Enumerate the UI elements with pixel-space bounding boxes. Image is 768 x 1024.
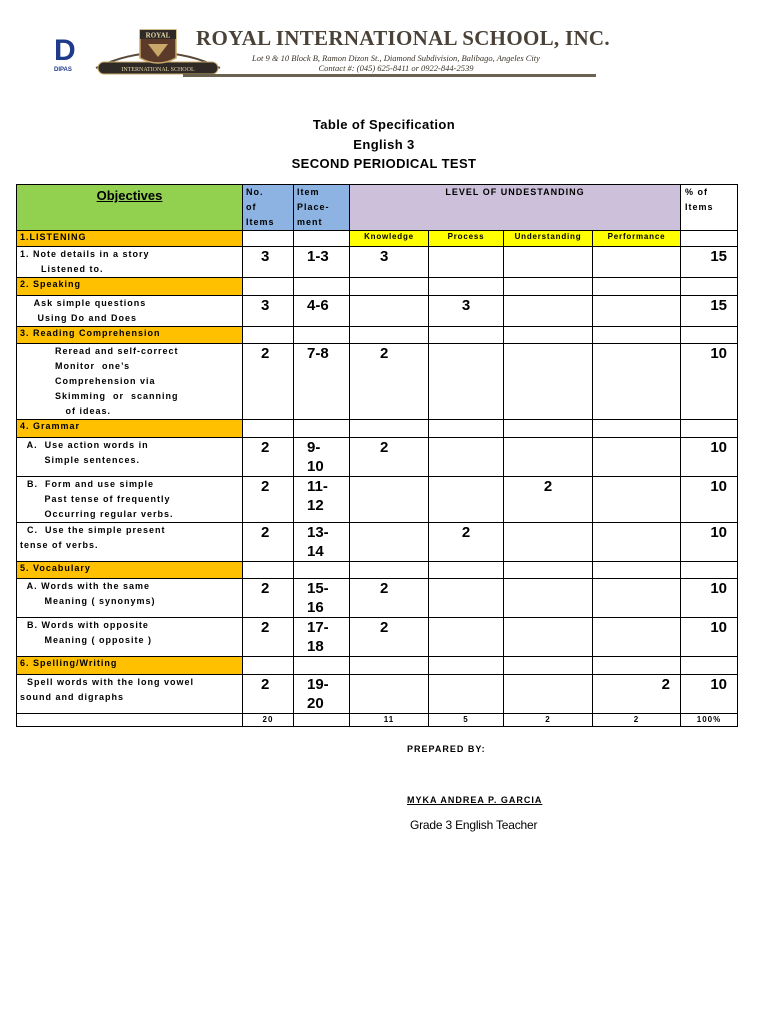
process-count: 3 (429, 296, 504, 327)
percent-value: 15 (681, 296, 738, 327)
prepared-by-label: PREPARED BY: (407, 744, 486, 754)
percent-header: % of Items (681, 185, 738, 231)
objectives-header: Objectives (17, 185, 243, 231)
understanding-count (504, 344, 593, 420)
section-row (17, 231, 738, 247)
empty-cell (350, 278, 429, 296)
empty-cell (681, 278, 738, 296)
knowledge-count: 2 (350, 344, 429, 420)
knowledge-count: 2 (350, 438, 429, 477)
understanding-count (504, 247, 593, 278)
items-count: 2 (243, 344, 294, 420)
percent-value: 10 (681, 523, 738, 562)
empty-cell (350, 562, 429, 579)
contact-line: Contact #: (045) 625-8411 or 0922-844-2539 (318, 63, 474, 73)
performance-count (593, 344, 681, 420)
total-items: 20 (243, 714, 294, 727)
objective-row (17, 579, 738, 618)
empty-cell (593, 657, 681, 675)
process-count (429, 675, 504, 714)
item-placement: 15- 16 (294, 579, 350, 618)
empty-cell (504, 657, 593, 675)
understanding-count (504, 296, 593, 327)
section-row (17, 657, 738, 675)
letterhead-rule (183, 74, 596, 77)
process-count (429, 247, 504, 278)
item-placement: 7-8 (294, 344, 350, 420)
objective-text: C. Use the simple present tense of verbs. (17, 523, 243, 562)
process-count (429, 477, 504, 523)
process-count: 2 (429, 523, 504, 562)
section-label: 4. Grammar (17, 420, 243, 438)
objective-text: B. Form and use simple Past tense of frequently Occurring regular verbs. (17, 477, 243, 523)
percent-value: 15 (681, 247, 738, 278)
objective-row (17, 523, 738, 562)
no-items-header: No. of Items (243, 185, 294, 231)
empty-cell (504, 278, 593, 296)
section-label: 1.LISTENING (17, 231, 243, 247)
performance-count (593, 477, 681, 523)
empty-cell (681, 231, 738, 247)
understanding-count (504, 523, 593, 562)
objective-row (17, 477, 738, 523)
total-knowledge: 11 (350, 714, 429, 727)
total-percent: 100% (681, 714, 738, 727)
section-row (17, 278, 738, 296)
seal-top-text: ROYAL (145, 31, 171, 40)
total-process: 5 (429, 714, 504, 727)
seal-bottom-text: INTERNATIONAL SCHOOL (121, 67, 195, 73)
empty-cell (294, 231, 350, 247)
empty-cell (681, 420, 738, 438)
knowledge-count: 2 (350, 579, 429, 618)
empty-cell (593, 420, 681, 438)
empty-cell (429, 657, 504, 675)
process-count (429, 618, 504, 657)
empty-cell (681, 327, 738, 344)
dipas-logo (52, 36, 82, 76)
item-placement: 17- 18 (294, 618, 350, 657)
empty-cell (681, 562, 738, 579)
empty-cell (17, 714, 243, 727)
performance-count (593, 296, 681, 327)
item-placement: 1-3 (294, 247, 350, 278)
empty-cell (504, 420, 593, 438)
items-count: 2 (243, 579, 294, 618)
empty-cell (593, 278, 681, 296)
section-label: 6. Spelling/Writing (17, 657, 243, 675)
process-count (429, 344, 504, 420)
knowledge-count (350, 523, 429, 562)
empty-cell (429, 562, 504, 579)
subject-title: English 3 (353, 137, 415, 152)
item-placement: 13- 14 (294, 523, 350, 562)
section-label: 5. Vocabulary (17, 562, 243, 579)
objective-text: Spell words with the long vowel sound and digraphs (17, 675, 243, 714)
empty-cell (294, 327, 350, 344)
percent-value: 10 (681, 438, 738, 477)
performance-count (593, 523, 681, 562)
empty-cell (294, 562, 350, 579)
address-line: Lot 9 & 10 Block B, Ramon Dizon St., Diamond Subdivision, Balibago, Angeles City (252, 53, 540, 63)
understanding-count (504, 579, 593, 618)
objective-row (17, 296, 738, 327)
objective-text: A. Use action words in Simple sentences. (17, 438, 243, 477)
empty-cell (593, 327, 681, 344)
level-label: Understanding (504, 231, 593, 247)
performance-count (593, 579, 681, 618)
objective-row (17, 675, 738, 714)
items-count: 2 (243, 477, 294, 523)
section-row (17, 562, 738, 579)
empty-cell (350, 657, 429, 675)
empty-cell (243, 327, 294, 344)
process-count (429, 579, 504, 618)
process-count (429, 438, 504, 477)
items-count: 3 (243, 247, 294, 278)
knowledge-count (350, 477, 429, 523)
percent-value: 10 (681, 675, 738, 714)
items-count: 2 (243, 675, 294, 714)
understanding-count (504, 438, 593, 477)
dipas-logo-caption: DIPAS (54, 67, 72, 73)
header-row (17, 185, 738, 231)
placement-header: Item Place- ment (294, 185, 350, 231)
level-header: LEVEL OF UNDESTANDING (350, 185, 681, 231)
percent-value: 10 (681, 618, 738, 657)
school-address (196, 53, 596, 73)
total-understanding: 2 (504, 714, 593, 727)
teacher-role: Grade 3 English Teacher (410, 818, 538, 832)
performance-count: 2 (593, 675, 681, 714)
empty-cell (243, 562, 294, 579)
understanding-count (504, 618, 593, 657)
empty-cell (350, 420, 429, 438)
item-placement: 11- 12 (294, 477, 350, 523)
percent-value: 10 (681, 344, 738, 420)
knowledge-count: 3 (350, 247, 429, 278)
empty-cell (350, 327, 429, 344)
objective-text: A. Words with the same Meaning ( synonyms) (17, 579, 243, 618)
dipas-logo-letter: D (54, 34, 76, 67)
objective-text: Reread and self-correct Monitor one’s Comprehension via Skimming or scanning of ideas. (17, 344, 243, 420)
empty-cell (429, 327, 504, 344)
specification-table (16, 184, 738, 727)
knowledge-count (350, 675, 429, 714)
performance-count (593, 618, 681, 657)
empty-cell (593, 562, 681, 579)
performance-count (593, 438, 681, 477)
empty-cell (429, 420, 504, 438)
objective-text: B. Words with opposite Meaning ( opposite ) (17, 618, 243, 657)
items-count: 3 (243, 296, 294, 327)
objective-row (17, 247, 738, 278)
understanding-count: 2 (504, 477, 593, 523)
empty-cell (681, 657, 738, 675)
document-title: Table of Specification (312, 117, 456, 132)
percent-value: 10 (681, 477, 738, 523)
teacher-name: MYKA ANDREA P. GARCIA (407, 795, 543, 805)
letterhead (48, 22, 610, 78)
totals-row (17, 714, 738, 727)
items-count: 2 (243, 523, 294, 562)
percent-value: 10 (681, 579, 738, 618)
objective-text: Ask simple questions Using Do and Does (17, 296, 243, 327)
objective-row (17, 438, 738, 477)
level-label: Performance (593, 231, 681, 247)
objective-text: 1. Note details in a story Listened to. (17, 247, 243, 278)
total-performance: 2 (593, 714, 681, 727)
empty-cell (243, 657, 294, 675)
level-label: Process (429, 231, 504, 247)
item-placement: 9- 10 (294, 438, 350, 477)
performance-count (593, 247, 681, 278)
level-label: Knowledge (350, 231, 429, 247)
empty-cell (294, 278, 350, 296)
empty-cell (294, 714, 350, 727)
empty-cell (429, 278, 504, 296)
understanding-count (504, 675, 593, 714)
empty-cell (504, 327, 593, 344)
objective-row (17, 344, 738, 420)
section-label: 2. Speaking (17, 278, 243, 296)
empty-cell (504, 562, 593, 579)
section-row (17, 420, 738, 438)
empty-cell (243, 231, 294, 247)
exam-title: SECOND PERIODICAL TEST (291, 156, 477, 171)
items-count: 2 (243, 618, 294, 657)
item-placement: 19- 20 (294, 675, 350, 714)
empty-cell (243, 278, 294, 296)
item-placement: 4-6 (294, 296, 350, 327)
knowledge-count (350, 296, 429, 327)
empty-cell (243, 420, 294, 438)
empty-cell (294, 420, 350, 438)
knowledge-count: 2 (350, 618, 429, 657)
section-row (17, 327, 738, 344)
objective-row (17, 618, 738, 657)
items-count: 2 (243, 438, 294, 477)
empty-cell (294, 657, 350, 675)
school-name: ROYAL INTERNATIONAL SCHOOL, INC. (196, 26, 610, 50)
section-label: 3. Reading Comprehension (17, 327, 243, 344)
